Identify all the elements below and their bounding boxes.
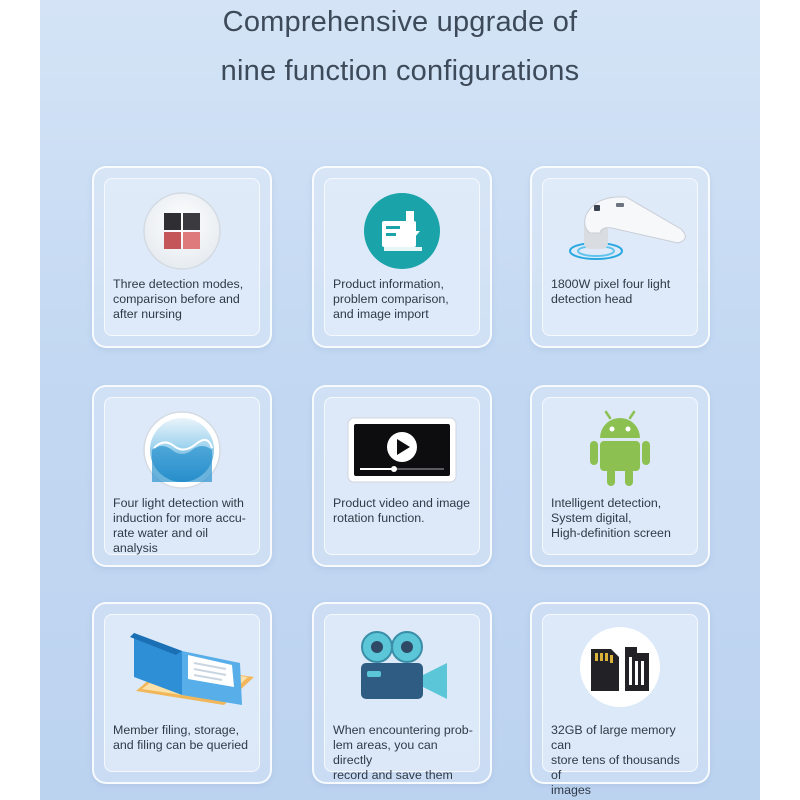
feature-card-product-import (312, 166, 492, 348)
feature-caption (333, 496, 473, 526)
caption-line: problem comparison, (333, 292, 449, 306)
feature-caption (333, 723, 473, 783)
feature-card-video-rotation (312, 385, 492, 567)
feature-caption (113, 723, 253, 753)
feature-card-panel (104, 397, 260, 555)
caption-line: Member filing, storage, (113, 723, 240, 737)
caption-line: rate water and oil analysis (113, 526, 209, 555)
caption-line: When encountering prob- (333, 723, 473, 737)
caption-line: images (551, 783, 591, 797)
memory-card-icon (575, 627, 665, 707)
caption-line: after nursing (113, 307, 182, 321)
feature-poster (40, 0, 760, 800)
page-title-line-2: nine function configurations (220, 55, 580, 87)
caption-line: induction for more accu- (113, 511, 246, 525)
caption-line: store tens of thousands of (551, 753, 680, 782)
android-robot-icon (575, 410, 665, 490)
caption-line: System digital, (551, 511, 632, 525)
feature-card-intelligent-detection (530, 385, 710, 567)
feature-card-member-filing (92, 602, 272, 784)
caption-line: Product information, (333, 277, 444, 291)
caption-line: Product video and image (333, 496, 471, 510)
feature-card-panel (542, 614, 698, 797)
feature-card-panel (324, 397, 480, 555)
caption-line: and image import (333, 307, 429, 321)
feature-card-memory (530, 602, 710, 797)
folder-documents-icon (126, 627, 256, 707)
feature-card-panel (324, 614, 480, 782)
caption-line: 1800W pixel four light (551, 277, 671, 291)
caption-line: 32GB of large memory can (551, 723, 676, 752)
caption-line: Three detection modes, (113, 277, 244, 291)
caption-line: rotation function. (333, 511, 425, 525)
water-wave-icon (137, 410, 227, 490)
video-camera-icon (347, 627, 457, 707)
feature-card-panel (324, 178, 480, 336)
page-title-line-1: Comprehensive upgrade of (222, 6, 578, 38)
feature-caption (551, 723, 691, 798)
caption-line: and filing can be queried (113, 738, 249, 752)
feature-caption (113, 496, 253, 556)
feature-card-detection-modes (92, 166, 272, 348)
feature-card-detection-head (530, 166, 710, 348)
feature-card-panel (104, 614, 260, 772)
feature-card-record-problem (312, 602, 492, 784)
caption-line: lem areas, you can directly (333, 738, 438, 767)
import-download-icon (357, 191, 447, 271)
caption-line: Intelligent detection, (551, 496, 662, 510)
detection-head-device-icon (556, 191, 696, 271)
feature-card-panel (104, 178, 260, 336)
video-play-icon (342, 410, 462, 490)
feature-caption (551, 496, 691, 541)
feature-caption (333, 277, 473, 322)
feature-caption (551, 277, 691, 307)
caption-line: comparison before and (113, 292, 240, 306)
feature-caption (113, 277, 253, 322)
feature-card-four-light (92, 385, 272, 567)
four-square-icon (137, 191, 227, 271)
feature-card-panel (542, 397, 698, 555)
caption-line: Four light detection with (113, 496, 244, 510)
caption-line: detection head (551, 292, 633, 306)
feature-card-panel (542, 178, 698, 336)
caption-line: record and save them (333, 768, 453, 782)
caption-line: High-definition screen (551, 526, 671, 540)
